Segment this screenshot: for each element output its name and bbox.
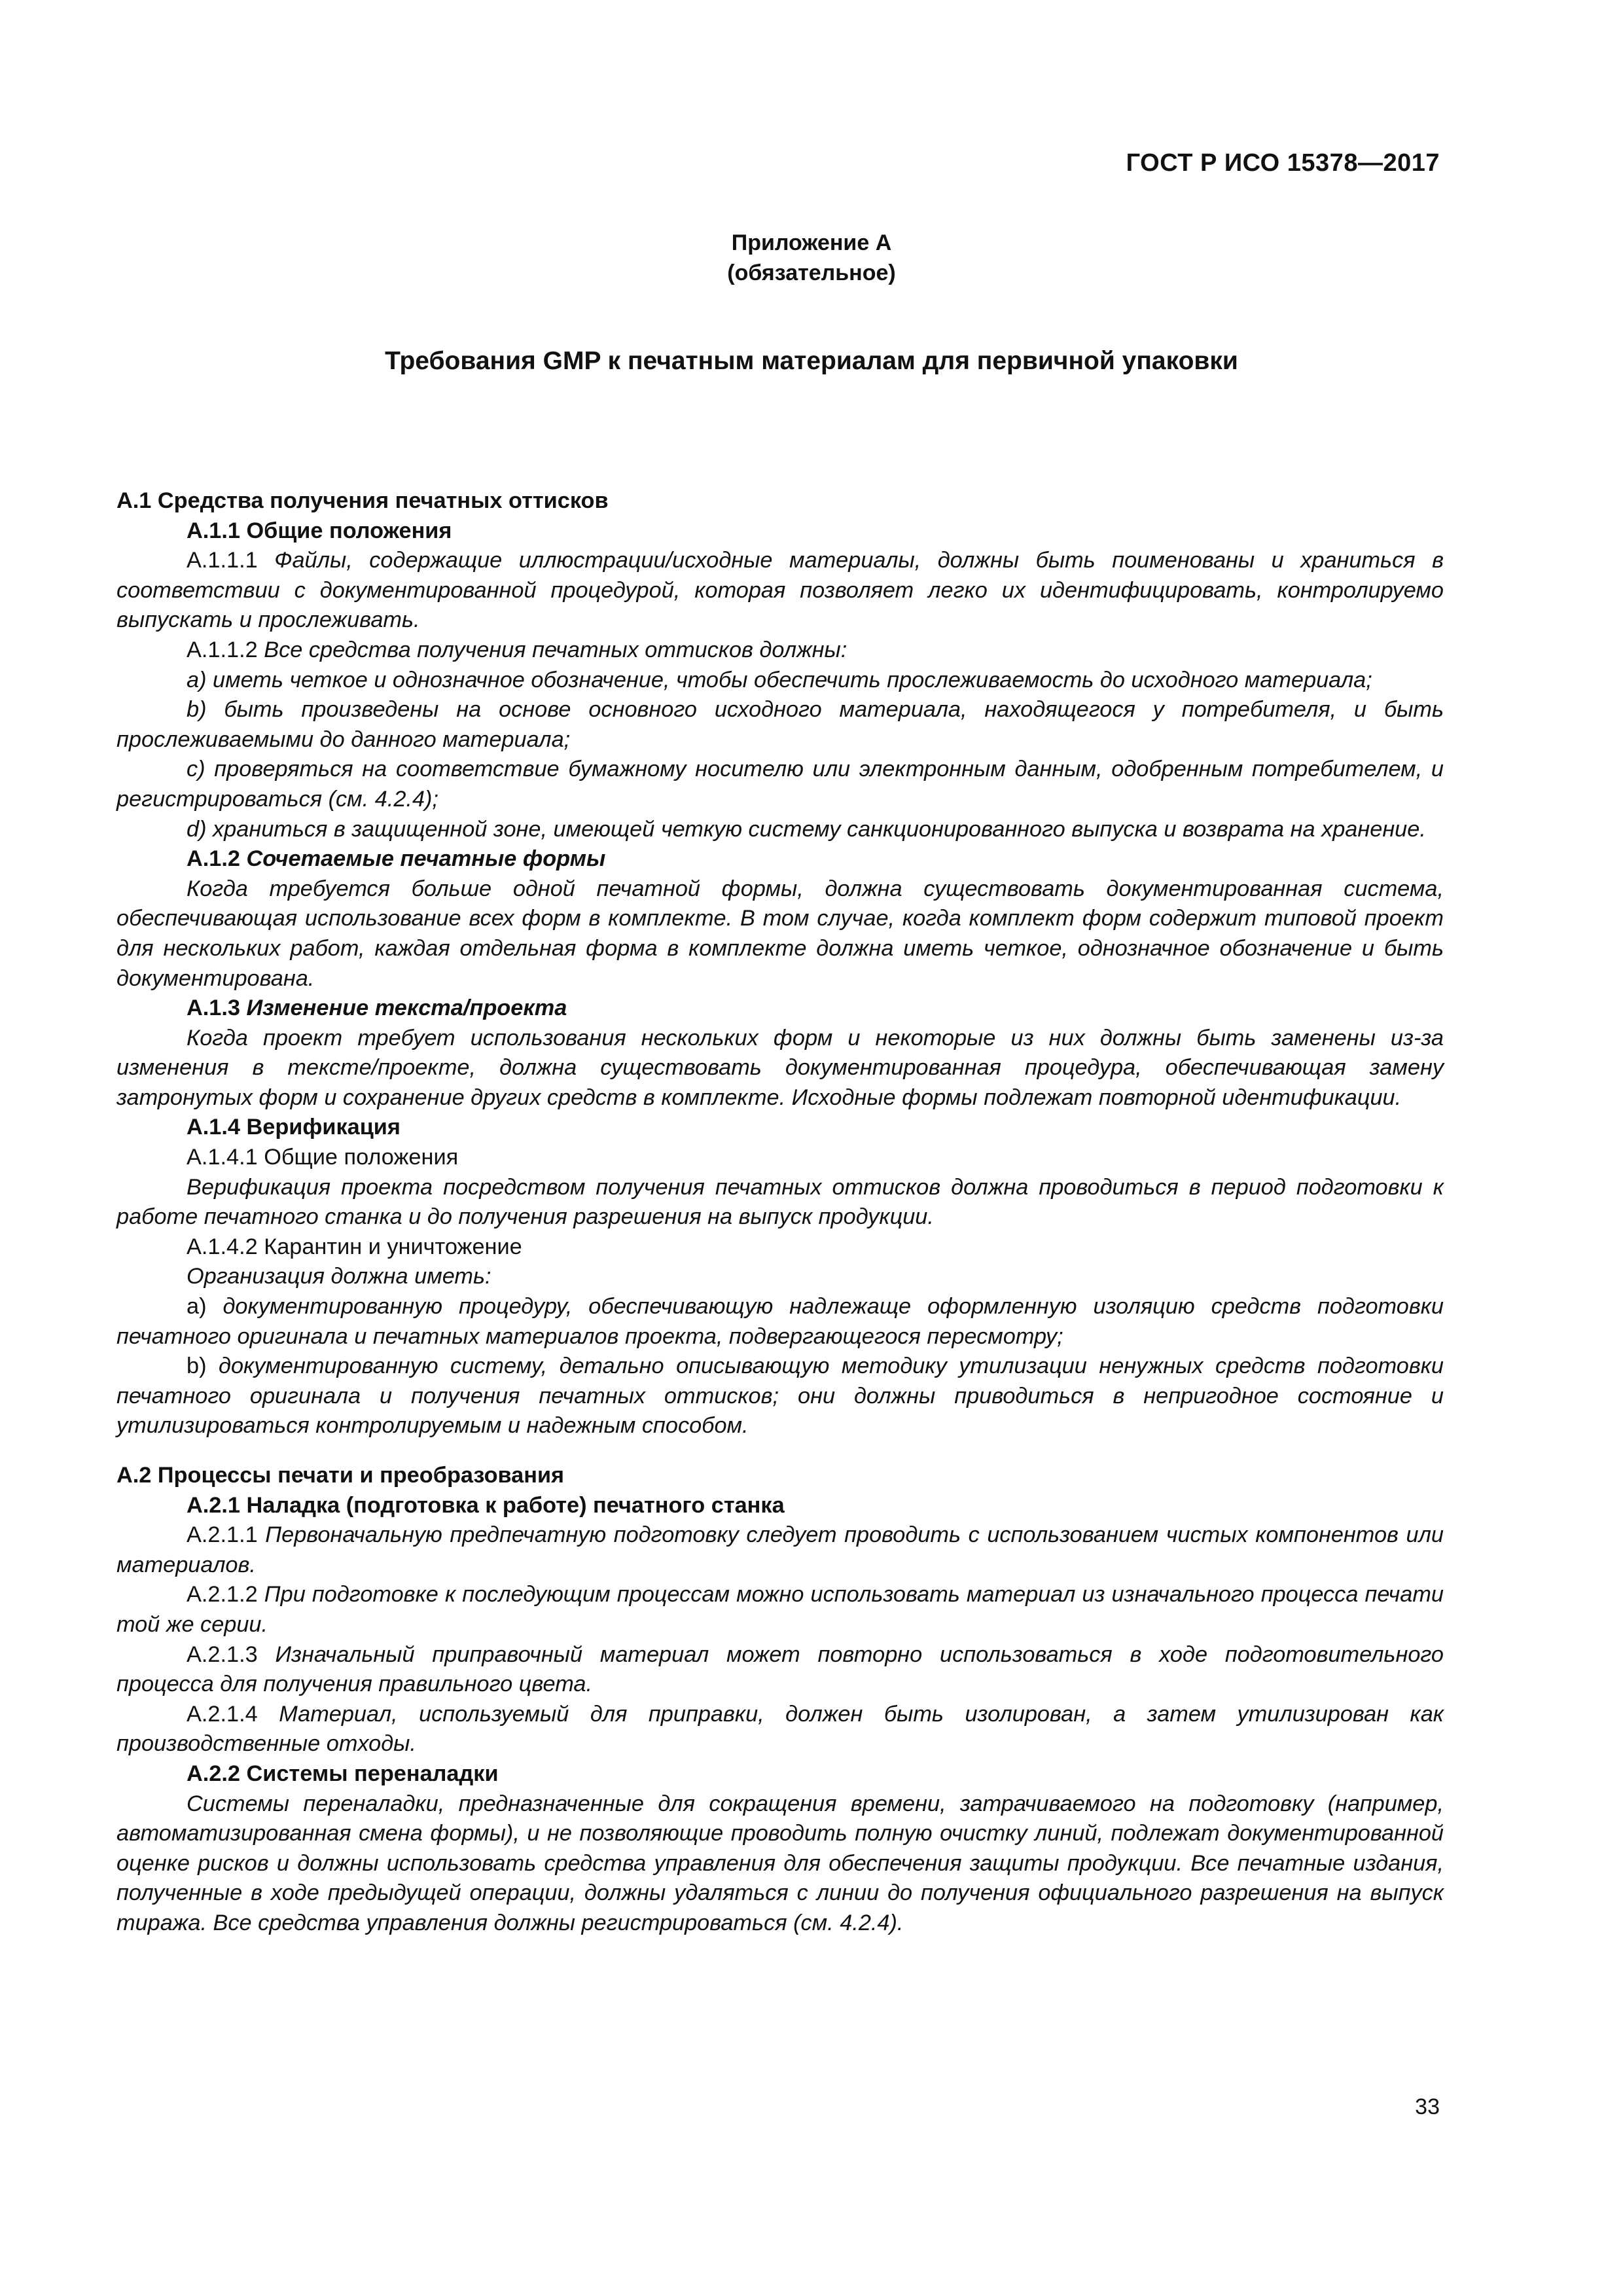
text-run: А.1.1.2	[187, 637, 264, 662]
text-run: А.1.4.1 Общие положения	[187, 1145, 459, 1170]
paragraph	[116, 1024, 1444, 1113]
text-run: А.1.4.2 Карантин и уничтожение	[187, 1234, 522, 1259]
text-run: А.2.1.2	[187, 1582, 264, 1607]
paragraph	[116, 1352, 1444, 1441]
paragraph	[116, 874, 1444, 994]
paragraph	[116, 636, 1444, 666]
italic-text: Первоначальную предпечатную подготовку следует проводить с использованием чистых компонентов или материалов.	[116, 1522, 1444, 1577]
paragraph	[116, 755, 1444, 814]
italic-text: документированную процедуру, обеспечивающую надлежаще оформленную изоляцию средств подготовки печатного оригинала и печатных материалов проекта, подвергающегося пересмотру;	[116, 1294, 1444, 1349]
text-run: А.2.1.4	[187, 1701, 279, 1727]
text-run: А.1.2	[187, 846, 247, 872]
paragraph	[116, 1143, 1444, 1173]
italic-text: документированную систему, детально описывающую методику утилизации ненужных средств подготовки печатного оригинала и получения печатных оттисков; они должны приводиться в непригодное состояние и утилизироваться контролируемым и надежным способом.	[116, 1354, 1444, 1439]
standard-code: ГОСТ Р ИСО 15378—2017	[1126, 149, 1440, 177]
italic-text: Системы переналадки, предназначенные для сокращения времени, затрачиваемого на подготовку (например, автоматизированная смена формы), и не позволяющие проводить полную очистку линий, подлежат документированной оценке рисков и должны использовать средства управления для обеспечения защиты продукции. Все печатные издания, полученные в ходе предыдущей операции, должны удаляться с линии до получения официального разрешения на выпуск тиража. Все средства управления должны регистрироваться (см. 4.2.4).	[116, 1791, 1444, 1935]
text-run: а)	[187, 1294, 223, 1319]
paragraph	[116, 815, 1444, 845]
section-heading: А.1 Средства получения печатных оттисков	[116, 488, 609, 513]
italic-text: Изначальный приправочный материал может повторно использоваться в ходе подготовительного процесса для получения правильного цвета.	[116, 1641, 1444, 1697]
paragraph	[116, 695, 1444, 755]
annex-name: Требования GMP к печатным материалам для первичной упаковки	[385, 347, 1238, 375]
text-run: А.2.1.3	[187, 1641, 276, 1667]
annex-title: Приложение А	[731, 230, 892, 255]
italic-text: Изменение текста/проекта	[246, 996, 567, 1021]
subsection-heading	[116, 844, 1444, 874]
italic-text: Организация должна иметь:	[187, 1264, 491, 1289]
annex-heading	[0, 228, 1623, 288]
subsection-heading: А.1.4 Верификация	[187, 1115, 401, 1140]
paragraph	[116, 1580, 1444, 1640]
italic-text: с) проверяться на соответствие бумажному носителю или электронным данным, одобренным потребителем, и регистрироваться (см. 4.2.4);	[116, 757, 1444, 812]
section-heading: А.2 Процессы печати и преобразования	[116, 1463, 565, 1488]
subsection-heading: А.2.2 Системы переналадки	[187, 1761, 499, 1786]
text-run: А.2.1.1	[187, 1522, 266, 1548]
italic-text: Все средства получения печатных оттисков должны:	[264, 637, 847, 662]
text-run: А.1.1.1	[187, 548, 275, 573]
paragraph	[116, 1640, 1444, 1700]
italic-text: b) быть произведены на основе основного исходного материала, находящегося у потребителя, и быть прослеживаемыми до данного материала;	[116, 697, 1444, 752]
italic-text: Когда проект требует использования нескольких форм и некоторые из них должны быть заменены из-за изменения в тексте/проекте, должна существовать документированная процедура, обеспечивающая замену затронутых форм и сохранение других средств в комплекте. Исходные формы подлежат повторной идентификации.	[116, 1025, 1444, 1110]
paragraph	[116, 1292, 1444, 1352]
subsection-heading: А.2.1 Наладка (подготовка к работе) печатного станка	[187, 1492, 785, 1518]
italic-text: Файлы, содержащие иллюстрации/исходные материалы, должны быть поименованы и храниться в соответствии с документированной процедурой, которая позволяет легко их идентифицировать, контролируемо выпускать и прослеживать.	[116, 548, 1444, 633]
paragraph	[116, 1700, 1444, 1759]
text-run: b)	[187, 1354, 219, 1379]
text-run: А.1.3	[187, 996, 247, 1021]
paragraph	[116, 546, 1444, 636]
italic-text: При подготовке к последующим процессам можно использовать материал из изначального процесса печати той же серии.	[116, 1582, 1444, 1637]
italic-text: Когда требуется больше одной печатной формы, должна существовать документированная система, обеспечивающая использование всех форм в комплекте. В том случае, когда комплект форм содержит типовой проект для нескольких работ, каждая отдельная форма в комплекте должна иметь четкое, однозначное обозначение и быть документирована.	[116, 876, 1444, 991]
subsection-heading: А.1.1 Общие положения	[187, 518, 452, 543]
paragraph	[116, 666, 1444, 696]
paragraph	[116, 1789, 1444, 1939]
page-number: 33	[1415, 2094, 1440, 2119]
italic-text: а) иметь четкое и однозначное обозначение, чтобы обеспечить прослеживаемость до исходного материала;	[187, 667, 1372, 692]
paragraph	[116, 1520, 1444, 1580]
italic-text: Материал, используемый для приправки, должен быть изолирован, а затем утилизирован как производственные отходы.	[116, 1701, 1444, 1757]
italic-text: Сочетаемые печатные формы	[246, 846, 606, 872]
paragraph	[116, 1262, 1444, 1292]
italic-text: d) храниться в защищенной зоне, имеющей четкую систему санкционированного выпуска и возврата на хранение.	[187, 816, 1426, 842]
document-body	[116, 484, 1444, 1939]
annex-status: (обязательное)	[727, 260, 896, 285]
subsection-heading	[116, 994, 1444, 1024]
paragraph	[116, 1232, 1444, 1263]
paragraph	[116, 1173, 1444, 1232]
italic-text: Верификация проекта посредством получения печатных оттисков должна проводиться в период подготовки к работе печатного станка и до получения разрешения на выпуск продукции.	[116, 1174, 1444, 1230]
